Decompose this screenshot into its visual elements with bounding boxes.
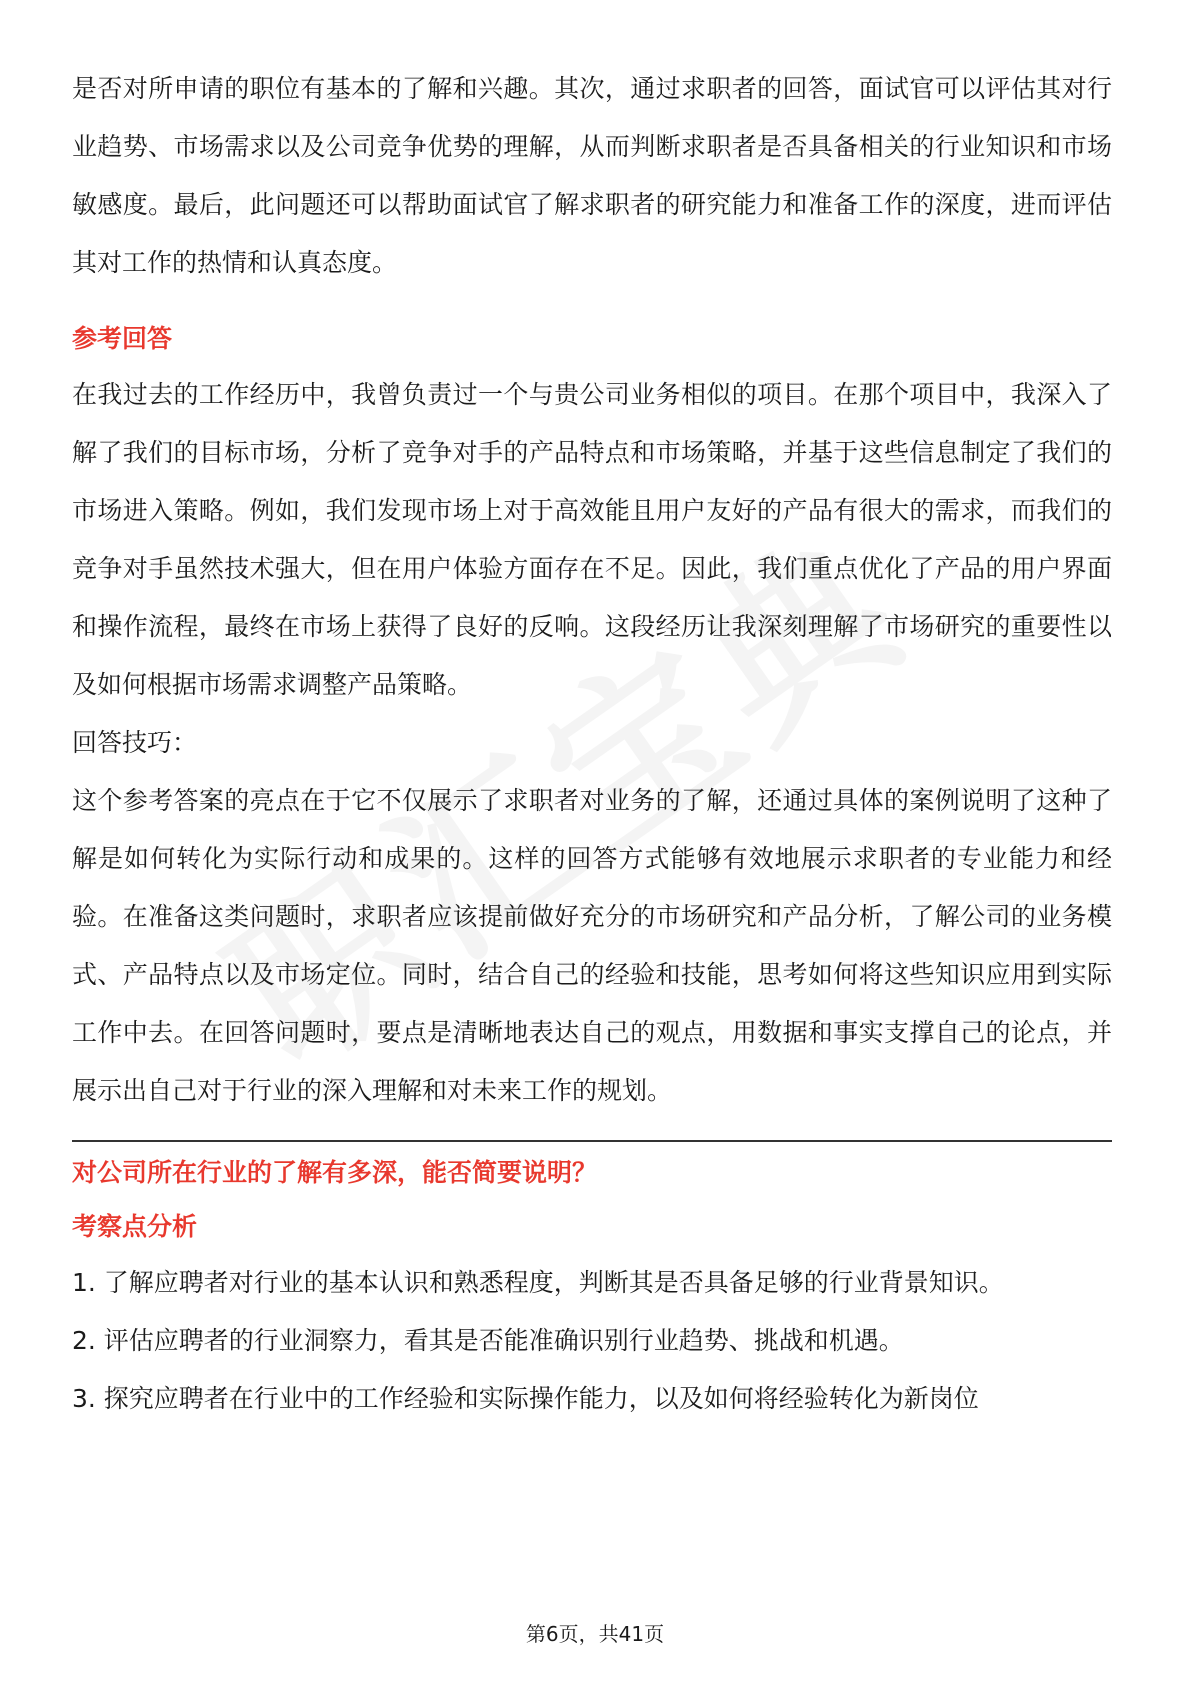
tips-label: 回答技巧： xyxy=(72,728,198,757)
analysis-points-list xyxy=(72,1254,1112,1428)
page-number-footer: 第6页，共41页 xyxy=(525,1622,665,1646)
tips-body: 这个参考答案的亮点在于它不仅展示了求职者对业务的了解，还通过具体的案例说明了这种了解是如何转化为实际行动和成果的。这样的回答方式能够有效地展示求职者的专业能力和经验。在准备这类问题时，求职者应该提前做好充分的市场研究和产品分析，了解公司的业务模式、产品特点以及市场定位。同时，结合自己的经验和技能，思考如何将这些知识应用到实际工作中去。在回答问题时，要点是清晰地表达自己的观点，用数据和事实支撑自己的论点，并展示出自己对于行业的深入理解和对未来工作的规划。 xyxy=(72,786,1112,1105)
section-divider xyxy=(72,1140,1112,1142)
list-item: 3. 探究应聘者在行业中的工作经验和实际操作能力，以及如何将经验转化为新岗位 xyxy=(72,1384,979,1413)
analysis-heading: 考察点分析 xyxy=(72,1212,198,1241)
intro-paragraph: 是否对所申请的职位有基本的了解和兴趣。其次，通过求职者的回答，面试官可以评估其对行业趋势、市场需求以及公司竞争优势的理解，从而判断求职者是否具备相关的行业知识和市场敏感度。最后，此问题还可以帮助面试官了解求职者的研究能力和准备工作的深度，进而评估其对工作的热情和认真态度。 xyxy=(72,74,1112,277)
question-title: 对公司所在行业的了解有多深，能否简要说明？ xyxy=(72,1158,598,1187)
list-item: 1. 了解应聘者对行业的基本认识和熟悉程度，判断其是否具备足够的行业背景知识。 xyxy=(72,1268,1004,1297)
reference-answer-body: 在我过去的工作经历中，我曾负责过一个与贵公司业务相似的项目。在那个项目中，我深入了解了我们的目标市场，分析了竞争对手的产品特点和市场策略，并基于这些信息制定了我们的市场进入策略。例如，我们发现市场上对于高效能且用户友好的产品有很大的需求，而我们的竞争对手虽然技术强大，但在用户体验方面存在不足。因此，我们重点优化了产品的用户界面和操作流程，最终在市场上获得了良好的反响。这段经历让我深刻理解了市场研究的重要性以及如何根据市场需求调整产品策略。 xyxy=(72,380,1112,699)
document-page xyxy=(72,60,1112,1428)
reference-answer-heading: 参考回答 xyxy=(72,324,173,353)
list-item: 2. 评估应聘者的行业洞察力，看其是否能准确识别行业趋势、挑战和机遇。 xyxy=(72,1326,904,1355)
